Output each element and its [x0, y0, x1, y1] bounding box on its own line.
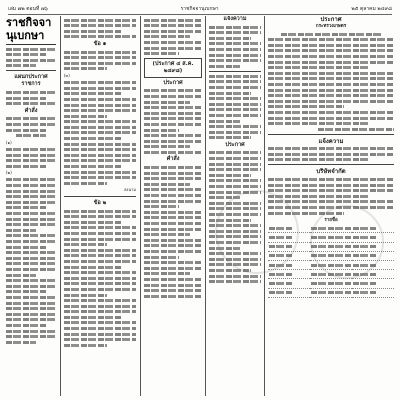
- masthead-title: ราชกิจจานุเบกษา: [6, 16, 56, 45]
- section-title: แผนกประกาศราชการ: [14, 74, 48, 88]
- header-left: เล่ม ๗๒ ตอนที่ ๗๖: [8, 6, 48, 12]
- table-row: [268, 260, 394, 269]
- column-rule: [264, 16, 265, 396]
- column-right: [268, 16, 394, 396]
- notice-title: บริษัทจำกัด: [316, 168, 346, 176]
- column-rule: [140, 16, 141, 396]
- notice-box: [144, 58, 202, 78]
- table-row: [268, 224, 394, 233]
- header-center: ราชกิจจานุเบกษา: [180, 6, 219, 12]
- header-right: ๒๕ ตุลาคม ๒๔๙๘: [351, 6, 392, 12]
- item-marker: (๑): [6, 139, 12, 145]
- column-3: [144, 16, 202, 396]
- item-marker: (๓): [64, 72, 70, 78]
- notice-box-text: (ประกาศ ๔ ส.ค. ๒๔๙๘): [152, 60, 194, 74]
- signature-line: ลงนาม: [123, 187, 136, 193]
- table-row: [268, 288, 394, 297]
- notice-title: ประกาศ: [320, 16, 342, 23]
- column-4: [209, 16, 261, 396]
- notice-heading: ประกาศ: [163, 79, 183, 86]
- column-1: [6, 16, 56, 396]
- listing-table: [268, 224, 394, 298]
- section-subtitle: คำสั่ง: [24, 107, 38, 114]
- column-2: [64, 16, 136, 396]
- notice-heading: แจ้งความ: [223, 16, 247, 22]
- clause-heading: ข้อ ๒: [93, 200, 107, 206]
- notice-heading: คำสั่ง: [166, 156, 180, 163]
- notice-heading: ประกาศ: [225, 141, 245, 148]
- table-row: [268, 279, 394, 288]
- item-marker: (๒): [6, 170, 12, 176]
- table-heading: รายชื่อ: [324, 218, 338, 224]
- notice-title: แจ้งความ: [318, 137, 344, 145]
- table-row: [268, 233, 394, 242]
- page-header: [8, 4, 392, 15]
- clause-heading: ข้อ ๑: [93, 40, 107, 47]
- table-row: [268, 270, 394, 279]
- table-row: [268, 242, 394, 251]
- table-row: [268, 251, 394, 260]
- notice-subtitle: กระทรวงเกษตร: [315, 24, 347, 29]
- column-rule: [205, 16, 206, 396]
- column-rule: [60, 16, 61, 396]
